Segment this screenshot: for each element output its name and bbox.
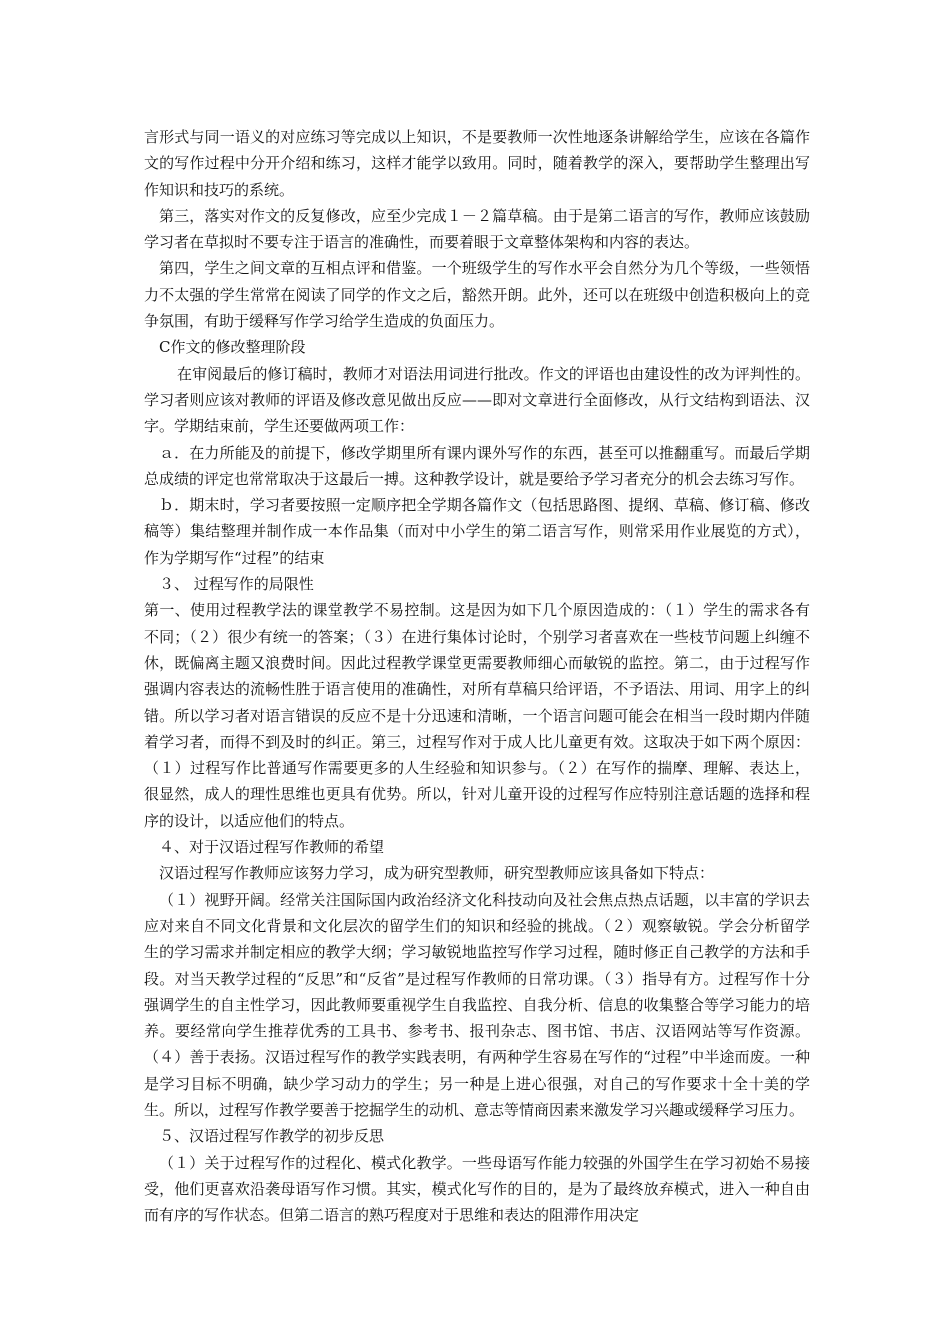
paragraph-9: 第一、使用过程教学法的课堂教学不易控制。这是因为如下几个原因造成的：（１）学生的需求各有不同；（２）很少有统一的答案；（３）在进行集体讨论时，个别学习者喜欢在一些枝节问题上纠缠不休，既偏离主题又浪费时间。因此过程教学课堂更需要教师细心而敏锐的监控。第二，由于过程写作强调内容表达的流畅性胜于语言使用的准确性，对所有草稿只给评语，不予语法、用词、用字上的纠错。所以学习者对语言错误的反应不是十分迅速和清晰，一个语言问题可能会在相当一段时期内伴随着学习者，而得不到及时的纠正。第三，过程写作对于成人比儿童更有效。这取决于如下两个原因：（１）过程写作比普通写作需要更多的人生经验和知识参与。（２）在写作的揣摩、理解、表达上，很显然，成人的理性思维也更具有优势。所以，针对儿童开设的过程写作应特别注意话题的选择和程序的设计，以适应他们的特点。 xyxy=(144,601,810,830)
paragraph-14: （１）关于过程写作的过程化、模式化教学。一些母语写作能力较强的外国学生在学习初始不易接受，他们更喜欢沿袭母语写作习惯。其实，模式化写作的目的，是为了最终放弃模式，进入一种自由而有序的写作状态。但第二语言的熟巧程度对于思维和表达的阻滞作用决定 xyxy=(144,1153,810,1225)
paragraph-11: 汉语过程写作教师应该努力学习，成为研究型教师，研究型教师应该具备如下特点： xyxy=(159,864,715,883)
section-heading-3: ３、 过程写作的局限性 xyxy=(159,575,314,594)
paragraph-1: 言形式与同一语义的对应练习等完成以上知识，不是要教师一次性地逐条讲解给学生，应该在各篇作文的写作过程中分开介绍和练习，这样才能学以致用。同时，随着教学的深入，要帮助学生整理出写作知识和技巧的系统。 xyxy=(144,128,810,199)
paragraph-3: 第四，学生之间文章的互相点评和借鉴。一个班级学生的写作水平会自然分为几个等级，一些领悟力不太强的学生常常在阅读了同学的作文之后，豁然开朗。此外，还可以在班级中创造积极向上的竞争氛围，有助于缓释写作学习给学生造成的负面压力。 xyxy=(144,259,810,331)
paragraph-2: 第三，落实对作文的反复修改，应至少完成１－２篇草稿。由于是第二语言的写作，教师应该鼓励学习者在草拟时不要专注于语言的准确性，而要着眼于文章整体架构和内容的表达。 xyxy=(144,206,810,252)
list-item-a: ａ．在力所能及的前提下，修改学期里所有课内课外写作的东西，甚至可以推翻重写。而最后学期总成绩的评定也常常取决于这最后一搏。这种教学设计，就是要给予学习者充分的机会去练习写作。 xyxy=(144,443,810,488)
list-item-b: ｂ．期末时，学习者要按照一定顺序把全学期各篇作文（包括思路图、提纲、草稿、修订稿、修改稿等）集结整理并制作成一本作品集（而对中小学生的第二语言写作，则常采用作业展览的方式），作为学期写作“过程”的结束 xyxy=(144,496,810,567)
section-heading-5: ５、汉语过程写作教学的初步反思 xyxy=(159,1127,385,1146)
paragraph-5: 在审阅最后的修订稿时，教师才对语法用词进行批改。作文的评语也由建设性的改为评判性的。学习者则应该对教师的评语及修改意见做出反应——即对文章进行全面修改，从行文结构到语法、汉字。学期结束前，学生还要做两项工作： xyxy=(144,364,810,436)
section-heading-4: ４、对于汉语过程写作教师的希望 xyxy=(159,838,385,857)
section-heading-c: C作文的修改整理阶段 xyxy=(159,338,306,357)
paragraph-12: （１）视野开阔。经常关注国际国内政治经济文化科技动向及社会焦点热点话题，以丰富的学识去应对来自不同文化背景和文化层次的留学生们的知识和经验的挑战。（２）观察敏锐。学会分析留学生的学习需求并制定相应的教学大纲；学习敏锐地监控写作学习过程，随时修正自己教学的方法和手段。对当天教学过程的“反思”和“反省”是过程写作教师的日常功课。（３）指导有方。过程写作十分强调学生的自主性学习，因此教师要重视学生自我监控、自我分析、信息的收集整合等学习能力的培养。要经常向学生推荐优秀的工具书、参考书、报刊杂志、图书馆、书店、汉语网站等写作资源。（４）善于表扬。汉语过程写作的教学实践表明，有两种学生容易在写作的“过程”中半途而废。一种是学习目标不明确，缺少学习动力的学生；另一种是上进心很强，对自己的写作要求十全十美的学生。所以，过程写作教学要善于挖掘学生的动机、意志等情商因素来激发学习兴趣或缓释学习压力。 xyxy=(144,890,810,1119)
document-body xyxy=(144,124,810,1228)
